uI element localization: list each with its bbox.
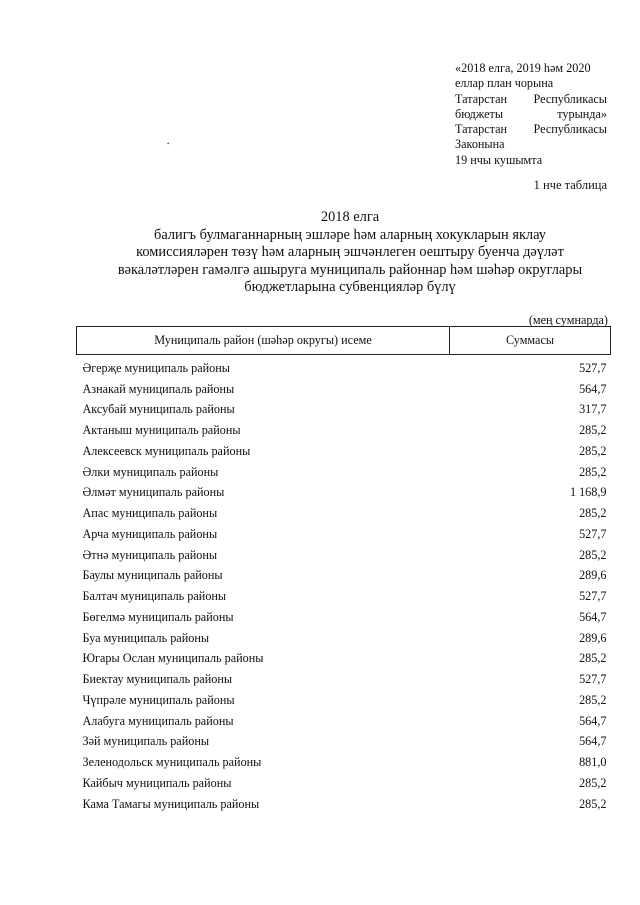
table-row — [77, 791, 611, 812]
subvention-amount: 564,7 — [579, 609, 607, 624]
subvention-amount: 285,2 — [579, 692, 607, 707]
subvention-amount: 317,7 — [579, 402, 607, 417]
appendix-line-5-right: Республикасы — [533, 122, 607, 137]
subvention-amount: 527,7 — [579, 526, 607, 541]
table-row — [77, 749, 611, 770]
title-line-2: балигъ булмаганнарның эшләре һәм аларның хокукларын яклау — [154, 226, 546, 243]
subvention-amount: 285,2 — [579, 443, 607, 458]
municipality-name: Әтнә муниципаль районы — [82, 547, 218, 562]
header-name: Муниципаль район (шәһәр округы) исеме — [77, 327, 450, 355]
appendix-line-3 — [455, 92, 607, 107]
municipality-name: Кайбыч муниципаль районы — [82, 775, 232, 790]
title-line-1: 2018 елга — [320, 209, 380, 225]
subvention-amount: 527,7 — [579, 360, 607, 375]
municipality-name: Чүпрәле муниципаль районы — [82, 692, 235, 707]
table-row — [77, 729, 611, 750]
municipality-name: Биектау муниципаль районы — [82, 672, 233, 686]
appendix-line-7: 19 нчы кушымта — [455, 152, 543, 167]
table-row — [77, 625, 611, 646]
subvention-amount: 285,2 — [579, 796, 607, 811]
title-line-5: бюджетларына субвенцияләр бүлү — [244, 279, 456, 296]
table-row — [77, 687, 611, 708]
municipality-name: Кама Тамагы муниципаль районы — [82, 796, 260, 811]
table-row — [77, 417, 611, 438]
appendix-line-4-left: бюджеты — [455, 106, 504, 121]
municipality-name: Баулы муниципаль районы — [82, 568, 223, 583]
subvention-amount: 285,2 — [579, 464, 607, 479]
appendix-line-5 — [455, 122, 607, 137]
title-line-3: комиссияләрен төзү һәм аларның эшчәнлеген оештыру буенча дәүләт — [136, 244, 564, 261]
subvention-amount: 881,0 — [579, 755, 607, 769]
appendix-line-3-left: Татарстан — [455, 91, 508, 106]
municipality-name: Азнакай муниципаль районы — [82, 381, 235, 396]
subvention-amount: 285,2 — [579, 506, 607, 520]
table-header-row — [77, 327, 611, 355]
municipality-name: Зәй муниципаль районы — [82, 734, 210, 749]
subvention-amount: 527,7 — [579, 589, 607, 603]
document-title — [92, 209, 608, 297]
units-note: (мең сумнарда) — [528, 313, 608, 327]
municipality-name: Алабуга муниципаль районы — [82, 713, 234, 728]
subvention-amount: 527,7 — [579, 672, 607, 686]
table-row — [77, 397, 611, 418]
municipality-name: Бөгелмә муниципаль районы — [82, 609, 234, 624]
table-row — [77, 542, 611, 563]
header-sum: Суммасы — [450, 327, 611, 355]
table-row — [77, 459, 611, 480]
municipality-name: Зеленодольск муниципаль районы — [82, 755, 262, 769]
appendix-line-2: еллар план чорына — [455, 76, 554, 91]
appendix-line-6: Законына — [455, 137, 505, 152]
appendix-note — [455, 61, 607, 168]
municipality-name: Апас муниципаль районы — [82, 506, 218, 520]
table-body — [77, 355, 611, 812]
table-row — [77, 355, 611, 376]
subvention-amount: 564,7 — [579, 713, 607, 728]
table-row — [77, 646, 611, 667]
table-number: 1 нче таблица — [533, 178, 607, 192]
table-row — [77, 666, 611, 687]
table-row — [77, 583, 611, 604]
appendix-line-3-right: Республикасы — [533, 91, 607, 106]
subvention-amount: 564,7 — [579, 381, 607, 396]
title-line-4: вәкаләтләрен гамәлгә ашыруга муниципаль районнар һәм шәһәр округлары — [117, 261, 583, 278]
scan-speck: • — [167, 140, 170, 148]
subvention-amount: 1 168,9 — [569, 485, 607, 500]
appendix-line-4-right: турында» — [557, 106, 607, 121]
appendix-line-1: «2018 елга, 2019 һәм 2020 — [455, 61, 591, 75]
subvention-amount: 285,2 — [579, 775, 607, 790]
table-row — [77, 708, 611, 729]
subvention-amount: 285,2 — [579, 547, 607, 562]
subvention-amount: 285,2 — [579, 651, 607, 666]
table-row — [77, 438, 611, 459]
appendix-line-5-left: Татарстан — [455, 122, 508, 137]
municipality-name: Арча муниципаль районы — [82, 526, 218, 541]
subvention-amount: 289,6 — [579, 630, 607, 645]
municipality-name: Буа муниципаль районы — [82, 630, 210, 645]
table-row — [77, 376, 611, 397]
subvention-table — [76, 326, 611, 812]
municipality-name: Әлки муниципаль районы — [82, 464, 219, 479]
subvention-amount: 564,7 — [579, 734, 607, 749]
subvention-amount: 285,2 — [579, 423, 607, 437]
table-row — [77, 500, 611, 521]
appendix-line-4 — [455, 107, 607, 122]
table-row — [77, 480, 611, 501]
municipality-name: Әгерҗе муниципаль районы — [82, 360, 230, 375]
table-row — [77, 770, 611, 791]
table-row — [77, 563, 611, 584]
municipality-name: Аксубай муниципаль районы — [82, 402, 235, 417]
subvention-amount: 289,6 — [579, 568, 607, 583]
table-row — [77, 604, 611, 625]
municipality-name: Югары Ослан муниципаль районы — [82, 651, 264, 666]
municipality-name: Актаныш муниципаль районы — [82, 423, 241, 437]
municipality-name: Алексеевск муниципаль районы — [82, 443, 251, 458]
table-row — [77, 521, 611, 542]
municipality-name: Балтач муниципаль районы — [82, 589, 227, 603]
municipality-name: Әлмәт муниципаль районы — [82, 485, 225, 500]
